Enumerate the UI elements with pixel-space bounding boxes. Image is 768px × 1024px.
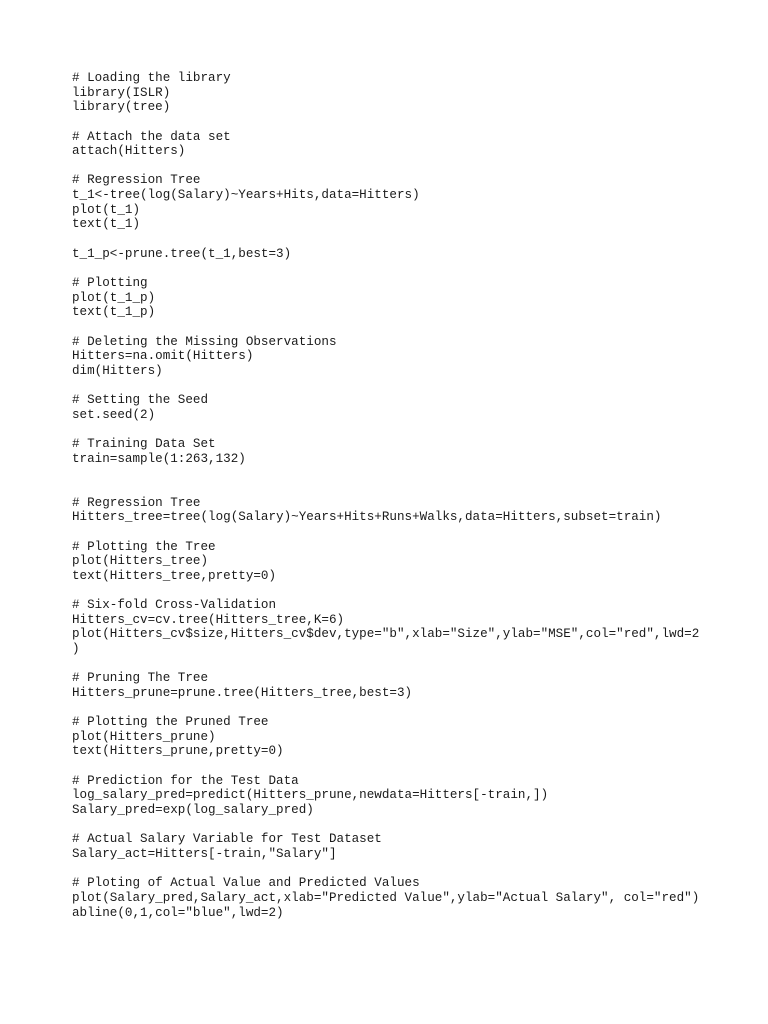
code-comment-line: # Deleting the Missing Observations bbox=[72, 334, 337, 349]
code-line: plot(Hitters_prune) bbox=[72, 729, 216, 744]
blank-line bbox=[72, 701, 752, 716]
blank-line bbox=[72, 232, 752, 247]
blank-line bbox=[72, 862, 752, 877]
code-line: Hitters_cv=cv.tree(Hitters_tree,K=6) bbox=[72, 612, 345, 627]
blank-line bbox=[72, 481, 752, 496]
code-line: text(Hitters_tree,pretty=0) bbox=[72, 568, 277, 583]
code-line: plot(Salary_pred,Salary_act,xlab="Predicted Value",ylab="Actual Salary", col="red") bbox=[72, 890, 700, 905]
blank-line bbox=[72, 378, 752, 393]
code-comment-line: # Training Data Set bbox=[72, 437, 216, 452]
code-line: text(Hitters_prune,pretty=0) bbox=[72, 744, 284, 759]
blank-line bbox=[72, 818, 752, 833]
code-comment-line: # Regression Tree bbox=[72, 173, 201, 188]
code-comment-line: # Loading the library bbox=[72, 71, 231, 85]
code-line: t_1<-tree(log(Salary)~Years+Hits,data=Hitters) bbox=[72, 188, 420, 203]
blank-line bbox=[72, 159, 752, 174]
code-comment-line: # Six-fold Cross-Validation bbox=[72, 598, 277, 613]
blank-line bbox=[72, 525, 752, 540]
blank-line bbox=[72, 657, 752, 672]
code-comment-line: # Plotting the Tree bbox=[72, 539, 216, 554]
code-comment-line: # Setting the Seed bbox=[72, 393, 209, 408]
code-line: plot(t_1) bbox=[72, 202, 141, 217]
code-line: log_salary_pred=predict(Hitters_prune,newdata=Hitters[-train,]) bbox=[72, 788, 549, 803]
code-line: Hitters_prune=prune.tree(Hitters_tree,best=3) bbox=[72, 685, 413, 700]
code-comment-line: # Prediction for the Test Data bbox=[72, 773, 299, 788]
code-comment-line: # Actual Salary Variable for Test Dataset bbox=[72, 832, 382, 847]
code-comment-line: # Regression Tree bbox=[72, 495, 201, 510]
blank-line bbox=[72, 583, 752, 598]
code-line: t_1_p<-prune.tree(t_1,best=3) bbox=[72, 246, 292, 261]
code-line: plot(Hitters_cv$size,Hitters_cv$dev,type="b",xlab="Size",ylab="MSE",col="red",lwd=2 bbox=[72, 627, 700, 642]
code-line: plot(t_1_p) bbox=[72, 290, 156, 305]
code-line: ) bbox=[72, 641, 80, 656]
blank-line bbox=[72, 422, 752, 437]
code-comment-line: # Ploting of Actual Value and Predicted Values bbox=[72, 876, 420, 891]
code-comment-line: # Plotting the Pruned Tree bbox=[72, 715, 269, 730]
code-line: plot(Hitters_tree) bbox=[72, 554, 209, 569]
blank-line bbox=[72, 115, 752, 130]
code-line: abline(0,1,col="blue",lwd=2) bbox=[72, 905, 284, 920]
blank-line bbox=[72, 320, 752, 335]
code-line: attach(Hitters) bbox=[72, 144, 186, 159]
code-line: library(tree) bbox=[72, 100, 171, 115]
code-line: Hitters_tree=tree(log(Salary)~Years+Hits+Runs+Walks,data=Hitters,subset=train) bbox=[72, 510, 662, 525]
code-line: Hitters=na.omit(Hitters) bbox=[72, 349, 254, 364]
code-comment-line: # Pruning The Tree bbox=[72, 671, 209, 686]
code-line: text(t_1) bbox=[72, 217, 141, 232]
code-line: train=sample(1:263,132) bbox=[72, 451, 246, 466]
code-line: text(t_1_p) bbox=[72, 305, 156, 320]
code-comment-line: # Attach the data set bbox=[72, 129, 231, 144]
code-line: dim(Hitters) bbox=[72, 363, 163, 378]
blank-line bbox=[72, 466, 752, 481]
blank-line bbox=[72, 759, 752, 774]
code-line: Salary_act=Hitters[-train,"Salary"] bbox=[72, 846, 337, 861]
code-line: set.seed(2) bbox=[72, 407, 156, 422]
code-line: library(ISLR) bbox=[72, 85, 171, 100]
code-comment-line: # Plotting bbox=[72, 275, 148, 290]
code-listing bbox=[72, 71, 752, 920]
blank-line bbox=[72, 261, 752, 276]
code-line: Salary_pred=exp(log_salary_pred) bbox=[72, 803, 314, 818]
